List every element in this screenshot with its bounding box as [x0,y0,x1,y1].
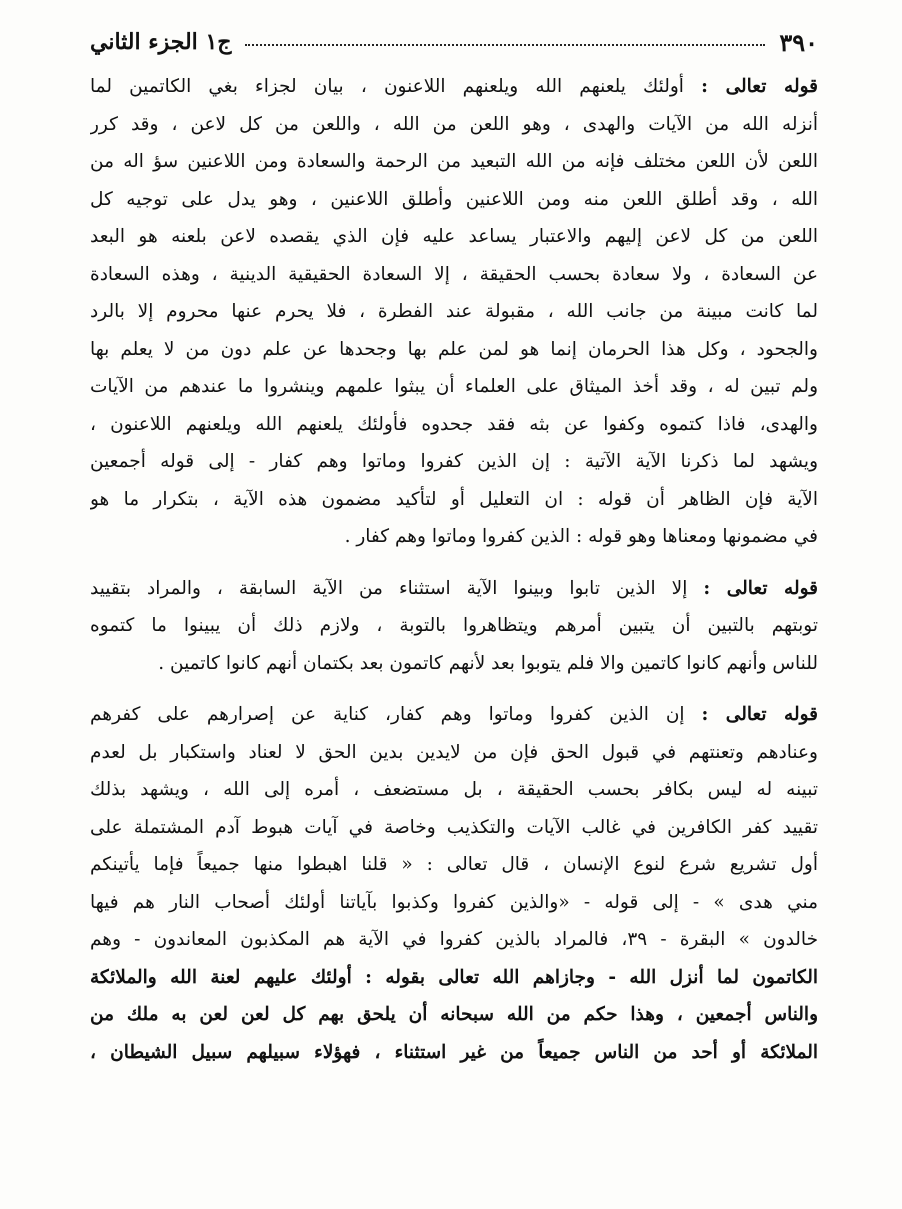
text-line: تقييد كفر الكافرين في غالب الآيات والتكذيب وخاصة في آيات هبوط آدم المشتملة على [90,816,818,838]
paragraph-lead: قوله تعالى : [701,704,818,725]
text-line: والناس أجمعين ، وهذا حكم من الله سبحانه أن يلحق بهم كل لعن لعن به ملك من [90,1004,818,1025]
text-line: لما كانت مبينة من جانب الله ، مقبولة عند الفطرة ، فلا يحرم عنها محروم إلا بالرد [90,301,818,322]
text-line: توبتهم بالتبين أن يتبين أمرهم ويتظاهروا بالتوبة ، ولازم ذلك أن يبينوا ما كتموه [90,615,818,636]
book-page [90,22,818,1071]
text-line: عن السعادة ، ولا سعادة بحسب الحقيقة ، إلا السعادة الحقيقية الدينية ، وهذه السعادة [90,263,818,285]
text-line: تبينه له ليس بكافر بحسب الحقيقة ، بل مستضعف ، أمره إلى الله ، ويشهد بذلك [90,779,818,800]
text-line: اللعن من كل لاعن إليهم والاعتبار يساعد عليه فإن الذي يقصده لاعن بلعنه هو البعد [90,226,818,247]
text-line: والهدى، فاذا كتموه وكفوا عن بثه فقد جحدوه فأولئك يلعنهم الله ويلعنهم اللاعنون ، [90,413,818,435]
text-line: مني هدى » - إلى قوله - «والذين كفروا وكذبوا بآياتنا أولئك أصحاب النار هم فيها [90,891,818,913]
text-line: الملائكة أو أحد من الناس جميعاً من غير استثناء ، فهؤلاء سبيلهم سبيل الشيطان ، [90,1041,818,1063]
text-line: الكاتمون لما أنزل الله - وجازاهم الله تعالى بقوله : أولئك عليهم لعنة الله والملائكة [90,966,818,988]
text-line: والجحود ، وكل هذا الحرمان إنما هو لمن علم بها وجحدها عن علم دون من لا يعلم بها [90,338,818,360]
text-line: أول تشريع شرع لنوع الإنسان ، قال تعالى : « قلنا اهبطوا منها جميعاً فإما يأتينكم [90,854,818,875]
text-line: أنزله الله من الآيات والهدى ، وهو اللعن من الله ، واللعن من كل لاعن ، وقد كرر [90,113,818,135]
text-line: ويشهد لما ذكرنا الآية الآتية : إن الذين كفروا وماتوا وهم كفار - إلى قوله أجمعين [90,451,818,472]
text-line: الله ، وقد أطلق اللعن منه ومن اللاعنين وأطلق اللاعنين ، وهو يدل على توجيه كل [90,188,818,210]
text-line: قوله تعالى : إن الذين كفروا وماتوا وهم كفار، كناية عن إصرارهم على كفرهم [90,704,818,725]
text-line: خالدون » البقرة - ٣٩، فالمراد بالذين كفروا في الآية هم المكذبون المعاندون - وهم [90,929,818,950]
text-line: قوله تعالى : أولئك يلعنهم الله ويلعنهم اللاعنون ، بيان لجزاء بغي الكاتمين لما [90,76,818,97]
text-line: ولم تبين له ، وقد أخذ الميثاق على العلماء أن يبثوا علمهم وينشروا ما عندهم من الآيات [90,376,818,397]
text-line: في مضمونها ومعناها وهو قوله : الذين كفروا وماتوا وهم كفار . [344,526,818,547]
text-line: قوله تعالى : إلا الذين تابوا وبينوا الآية استثناء من الآية السابقة ، والمراد بتقييد [90,577,818,599]
page-body [90,68,818,1071]
part-title: ج١ الجزء الثاني [90,29,232,55]
text-line: الآية فإن الظاهر أن قوله : ان التعليل أو لتأكيد مضمون هذه الآية ، بتكرار ما هو [90,488,818,510]
text-line: وعنادهم وتعنتهم في قبول الحق فإن من لايدين بدين الحق لا لعناد واستكبار بل لعدم [90,741,818,763]
header-dotted-rule [245,44,765,46]
paragraph-lead: قوله تعالى : [701,76,818,97]
paragraph-lead: قوله تعالى : [703,577,818,599]
text-line: اللعن لأن اللعن مختلف فإنه من الله التبعيد من الرحمة والسعادة ومن اللاعنين سؤ اله من [90,151,818,172]
paragraph-2 [90,570,818,683]
paragraph-3 [90,696,818,1071]
text-line: للناس وأنهم كانوا كاتمين والا فلم يتوبوا بعد لأنهم كاتمون بعد بكتمان أنهم كانوا كاتمين . [158,652,818,674]
running-header [90,22,818,62]
paragraph-1 [90,68,818,556]
page-number: ٣٩٠ [779,27,818,57]
